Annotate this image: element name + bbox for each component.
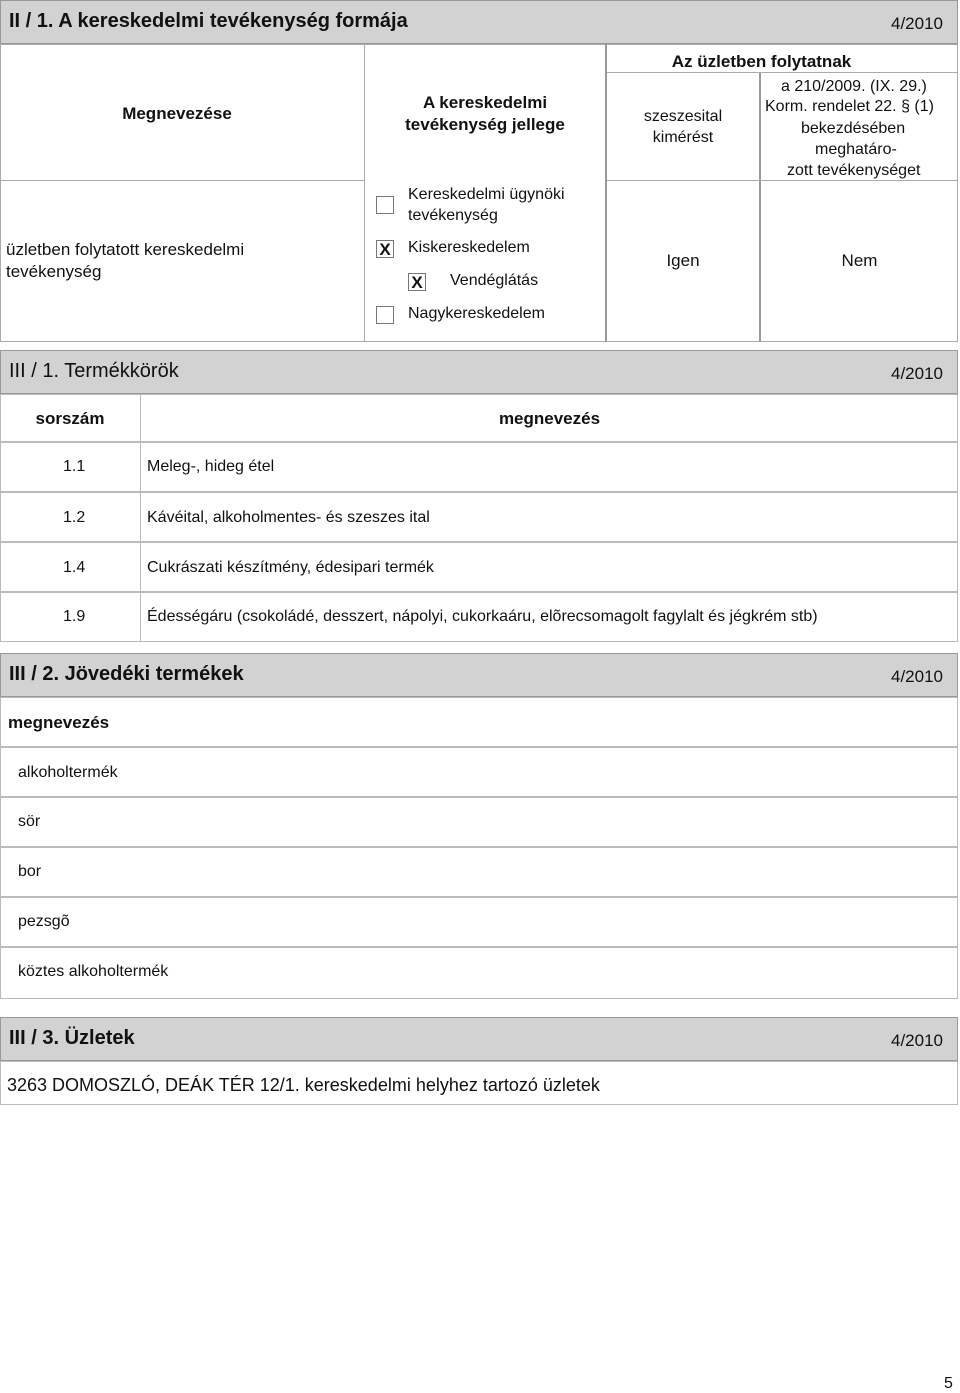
section-header-shops: [0, 1017, 958, 1061]
wholesale-checkbox[interactable]: [376, 306, 394, 324]
row-name: Édességáru (csokoládé, desszert, nápolyi, cukorkaáru, elõrecsomagolt fagylalt és jégkrém stb): [147, 608, 818, 625]
excise-item: alkoholtermék: [18, 764, 118, 781]
row-no: 1.9: [63, 608, 86, 625]
col-decree-header-3: bekezdésében: [801, 120, 906, 137]
section-title: III / 3. Üzletek: [9, 1027, 135, 1049]
col-name-header: megnevezés: [8, 713, 110, 732]
row-name: Meleg-, hideg étel: [147, 458, 275, 475]
table-row: [0, 542, 958, 592]
shops-text: 3263 DOMOSZLÓ, DEÁK TÉR 12/1. kereskedelmi helyhez tartozó üzletek: [7, 1075, 600, 1095]
excise-item: pezsgõ: [18, 913, 70, 930]
divider: [607, 72, 958, 73]
row-label-1: üzletben folytatott kereskedelmi: [6, 240, 245, 259]
divider: [759, 72, 761, 342]
wholesale-label: Nagykereskedelem: [408, 305, 545, 322]
divider: [364, 44, 365, 342]
row-no: 1.2: [63, 509, 86, 526]
section-header-excise-products: [0, 653, 958, 697]
retail-checkbox[interactable]: X: [376, 240, 394, 258]
excise-item: köztes alkoholtermék: [18, 963, 169, 980]
agent-checkbox[interactable]: [376, 196, 394, 214]
row-name: Kávéital, alkoholmentes- és szeszes ital: [147, 509, 430, 526]
col-type-header-2: tevékenység jellege: [405, 115, 565, 134]
table-row: [0, 492, 958, 542]
divider: [607, 180, 958, 181]
section-year: 4/2010: [891, 14, 943, 33]
list-item: [0, 847, 958, 897]
row-no: 1.1: [63, 458, 86, 475]
col-name-header: Megnevezése: [122, 104, 232, 123]
col-alcohol-header-2: kimérést: [652, 129, 714, 146]
col-type-header-1: A kereskedelmi: [422, 93, 548, 112]
alcohol-value: Igen: [666, 251, 700, 270]
section-header-activity-form: [0, 0, 958, 44]
excise-header-row: [0, 697, 958, 747]
list-item: [0, 747, 958, 797]
divider: [0, 180, 364, 181]
col-decree-header-2: Korm. rendelet 22. § (1): [765, 98, 934, 115]
col-shop-header: Az üzletben folytatnak: [671, 52, 852, 71]
section-year: 4/2010: [891, 364, 943, 383]
section-year: 4/2010: [891, 1031, 943, 1050]
col-decree-header-4: meghatáro-: [815, 141, 897, 158]
col-decree-header-1: a 210/2009. (IX. 29.): [781, 78, 927, 95]
page-number: 5: [944, 1375, 953, 1392]
section-year: 4/2010: [891, 667, 943, 686]
row-name: Cukrászati készítmény, édesipari termék: [147, 559, 434, 576]
col-no-header: sorszám: [35, 409, 105, 428]
col-decree-header-5: zott tevékenységet: [787, 162, 921, 179]
divider: [605, 44, 607, 342]
section-header-product-groups: [0, 350, 958, 394]
col-alcohol-header-1: szeszesital: [643, 108, 723, 125]
catering-label: Vendéglátás: [450, 272, 539, 289]
row-label-2: tevékenység: [6, 262, 102, 281]
decree-value: Nem: [841, 251, 878, 270]
excise-item: bor: [18, 863, 42, 880]
table-row: [0, 442, 958, 492]
section-title: II / 1. A kereskedelmi tevékenység formája: [9, 10, 408, 32]
catering-checkbox[interactable]: X: [408, 273, 426, 291]
agent-label-1: Kereskedelmi ügynöki: [408, 186, 565, 203]
section-title: III / 1. Termékkörök: [9, 360, 179, 382]
agent-label-2: tevékenység: [408, 207, 498, 224]
section-title: III / 2. Jövedéki termékek: [9, 663, 244, 685]
retail-label: Kiskereskedelem: [408, 239, 530, 256]
row-no: 1.4: [63, 559, 86, 576]
list-item: [0, 797, 958, 847]
excise-item: sör: [18, 813, 41, 830]
list-item: [0, 897, 958, 947]
col-name-header: megnevezés: [498, 409, 601, 428]
